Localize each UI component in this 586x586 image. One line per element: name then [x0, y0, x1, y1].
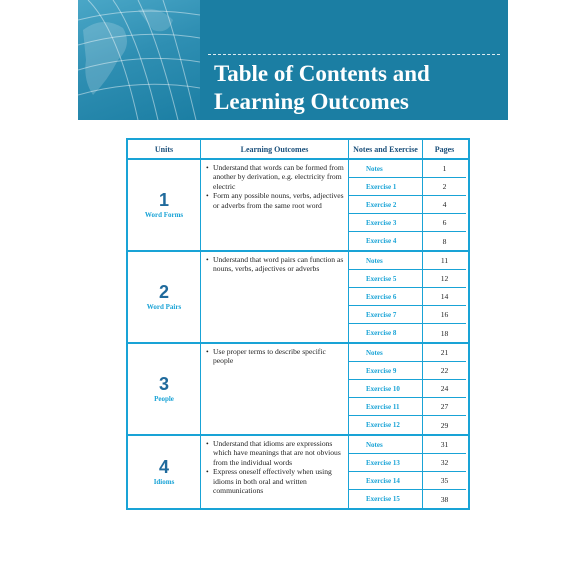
page-number: 31: [440, 440, 449, 449]
page-number: 12: [440, 274, 449, 283]
table-row: [349, 324, 466, 342]
decorative-dash-top: [208, 54, 500, 55]
header-notes: Notes and Exercise: [349, 140, 423, 158]
page-number: 27: [440, 402, 449, 411]
unit-cell: [128, 436, 201, 508]
page-number: 22: [440, 366, 449, 375]
unit-cell: [128, 160, 201, 250]
table-row: [349, 454, 466, 472]
exercise-link[interactable]: Exercise 5: [349, 270, 423, 287]
page-number: 14: [440, 292, 449, 301]
exercise-link[interactable]: Exercise 11: [349, 398, 423, 415]
page-number: 16: [440, 310, 449, 319]
page-number: 18: [440, 328, 449, 338]
page-number: 1: [442, 164, 447, 173]
header-pages: Pages: [434, 144, 455, 154]
table-row: [349, 214, 466, 232]
table-row: [349, 232, 466, 250]
page-number: 21: [440, 348, 449, 357]
page-number: 8: [442, 236, 447, 246]
exercise-link[interactable]: Exercise 8: [349, 324, 423, 342]
globe-image: [78, 0, 200, 120]
unit-number: 2: [158, 282, 169, 302]
exercise-link[interactable]: Exercise 10: [349, 380, 423, 397]
page-number: 11: [440, 256, 449, 265]
table-row: [349, 252, 466, 270]
outcome-item: • Understand that word pairs can function as nouns, verbs, adjectives or adverbs: [206, 255, 344, 274]
outcome-item: • Understand that words can be formed from another by derivation, e.g. electricity from electric: [206, 163, 344, 191]
unit-name: Idioms: [153, 478, 175, 486]
unit-name: People: [154, 395, 174, 403]
page-number: 4: [442, 200, 447, 209]
page-number: 35: [440, 476, 449, 485]
notes-link[interactable]: Notes: [349, 252, 423, 269]
table-row: [349, 490, 466, 508]
title-line-2: Learning Outcomes: [214, 89, 409, 114]
table-row: [349, 398, 466, 416]
unit-group: [128, 436, 468, 508]
page-number: 29: [440, 420, 449, 430]
exercise-link[interactable]: Exercise 6: [349, 288, 423, 305]
outcomes-cell: [201, 252, 349, 342]
outcomes-cell: [201, 344, 349, 434]
exercise-link[interactable]: Exercise 13: [349, 454, 423, 471]
exercise-link[interactable]: Exercise 15: [349, 490, 423, 508]
table-row: [349, 344, 466, 362]
page-number: 32: [440, 458, 449, 467]
notes-link[interactable]: Notes: [349, 344, 423, 361]
outcome-item: • Use proper terms to describe specific people: [206, 347, 344, 366]
unit-group: [128, 252, 468, 344]
title-line-1: Table of Contents and: [214, 61, 430, 86]
exercise-link[interactable]: Exercise 3: [349, 214, 423, 231]
unit-cell: [128, 252, 201, 342]
page-number: 38: [440, 494, 449, 504]
exercise-link[interactable]: Exercise 2: [349, 196, 423, 213]
table-row: [349, 436, 466, 454]
table-row: [349, 380, 466, 398]
unit-number: 1: [158, 190, 169, 210]
outcomes-cell: [201, 436, 349, 508]
table-row: [349, 160, 466, 178]
unit-number: 3: [158, 374, 169, 394]
exercise-link[interactable]: Exercise 12: [349, 416, 423, 434]
page-number: 6: [442, 218, 447, 227]
table-row: [349, 196, 466, 214]
table-row: [349, 362, 466, 380]
exercise-link[interactable]: Exercise 7: [349, 306, 423, 323]
unit-name: Word Forms: [144, 211, 184, 219]
table-row: [349, 178, 466, 196]
outcome-item: • Understand that idioms are expressions which have meanings that are not obvious from the individual words: [206, 439, 344, 467]
unit-group: [128, 160, 468, 252]
table-row: [349, 288, 466, 306]
exercise-link[interactable]: Exercise 14: [349, 472, 423, 489]
outcomes-cell: [201, 160, 349, 250]
unit-name: Word Pairs: [146, 303, 182, 311]
globe-grid-icon: [78, 0, 200, 120]
notes-link[interactable]: Notes: [349, 160, 423, 177]
table-row: [349, 416, 466, 434]
page-number: 24: [440, 384, 449, 393]
exercise-link[interactable]: Exercise 9: [349, 362, 423, 379]
page-title: [214, 60, 504, 116]
table-row: [349, 270, 466, 288]
unit-number: 4: [158, 457, 169, 477]
contents-table: [126, 138, 470, 510]
header-outcomes: Learning Outcomes: [201, 140, 349, 158]
table-header: [128, 140, 468, 160]
table-row: [349, 472, 466, 490]
table-row: [349, 306, 466, 324]
exercise-link[interactable]: Exercise 4: [349, 232, 423, 250]
notes-link[interactable]: Notes: [349, 436, 423, 453]
unit-group: [128, 344, 468, 436]
exercise-link[interactable]: Exercise 1: [349, 178, 423, 195]
outcome-item: • Form any possible nouns, verbs, adjectives or adverbs from the same root word: [206, 191, 344, 210]
header-banner: [78, 0, 508, 120]
outcome-item: • Express oneself effectively when using idioms in both oral and written communications: [206, 467, 344, 495]
unit-cell: [128, 344, 201, 434]
header-units: Units: [128, 140, 201, 158]
page-number: 2: [442, 182, 447, 191]
